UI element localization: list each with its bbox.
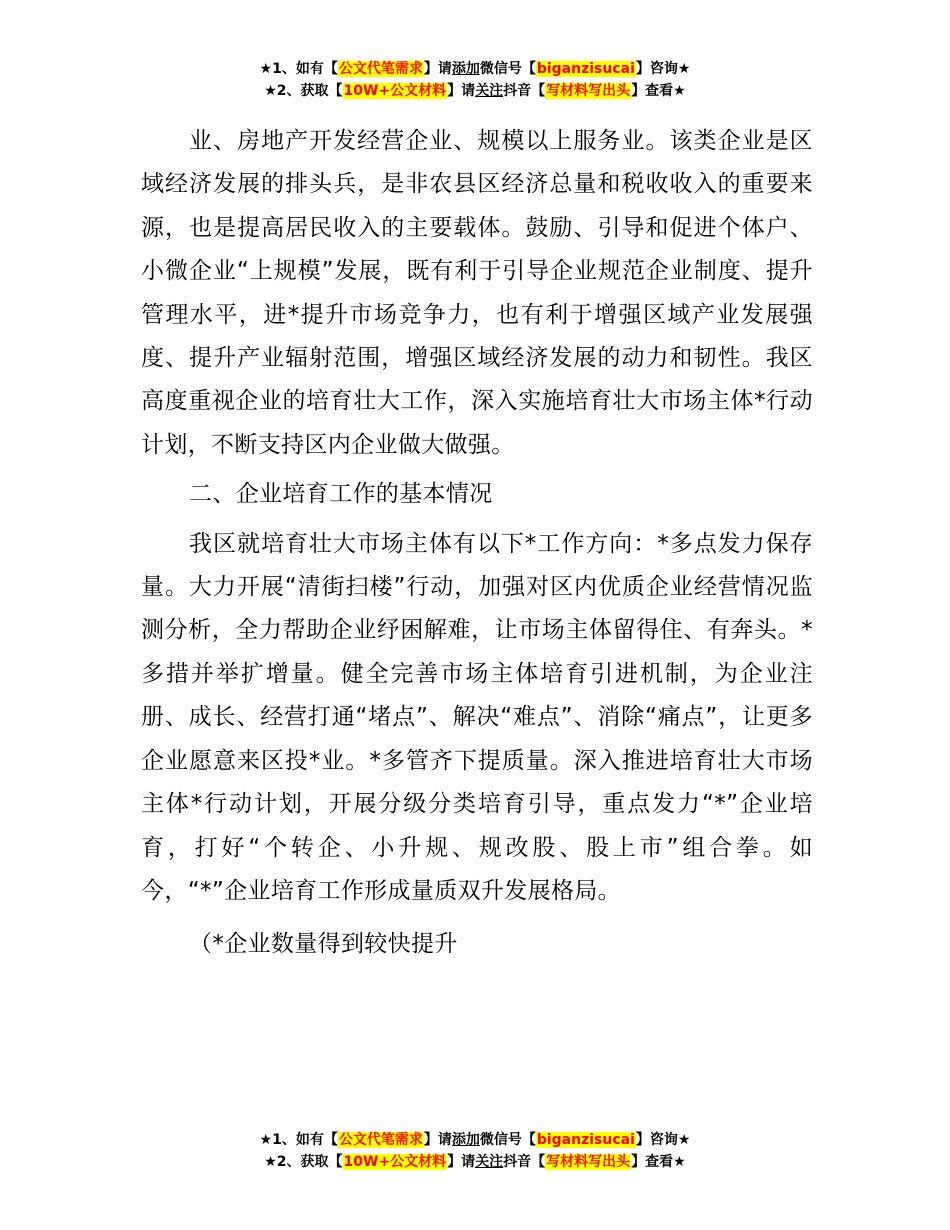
header-line-1-mid-2: 微信号【 bbox=[479, 61, 536, 77]
body-paragraph-1: 业、房地产开发经营企业、规模以上服务业。该类企业是区域经济发展的排头兵，是非农县区经济总量和税收收入的重要来源，也是提高居民收入的主要载体。鼓励、引导和促进个体户、小微企业“上规模”发展，既有利于引导企业规范企业制度、提升管理水平，进*提升市场竞争力，也有利于增强区域产业发展强度、提升产业辐射范围，增强区域经济发展的动力和韧性。我区高度重视企业的培育壮大工作，深入实施培育壮大市场主体*行动计划，不断支持区内企业做大做强。 bbox=[141, 128, 813, 458]
header-line-2-highlight-materials: 10W+公文材料 bbox=[343, 83, 447, 99]
footer-line-1 bbox=[0, 1129, 950, 1151]
subsection-heading: （*企业数量得到较快提升 bbox=[189, 931, 458, 958]
header-line-2-prefix: ★2、获取【 bbox=[264, 83, 343, 99]
header-banner bbox=[0, 58, 950, 102]
footer-line-1-emphasis: 添加 bbox=[451, 1132, 480, 1148]
footer-line-1-suffix: 】咨询★ bbox=[635, 1132, 691, 1148]
footer-line-1-prefix: ★1、如有【 bbox=[259, 1132, 338, 1148]
footer-line-2 bbox=[0, 1151, 950, 1173]
header-line-1-prefix: ★1、如有【 bbox=[259, 61, 338, 77]
header-line-2-highlight-douyin: 写材料写出头 bbox=[546, 83, 631, 99]
footer-banner bbox=[0, 1129, 950, 1173]
header-line-2-suffix: 】查看★ bbox=[631, 83, 686, 99]
header-line-2-mid-2: 抖音【 bbox=[503, 83, 546, 99]
section-heading-2: 二、企业培育工作的基本情况 bbox=[189, 481, 493, 508]
footer-line-2-suffix: 】查看★ bbox=[631, 1154, 686, 1170]
header-line-1 bbox=[0, 58, 950, 80]
header-line-2-emphasis: 关注 bbox=[475, 83, 504, 99]
footer-line-2-highlight-materials: 10W+公文材料 bbox=[343, 1154, 447, 1170]
body-paragraph-2: 我区就培育壮大市场主体有以下*工作方向：*多点发力保存量。大力开展“清街扫楼”行动，加强对区内优质企业经营情况监测分析，全力帮助企业纾困解难，让市场主体留得住、有奔头。*多措并举扩增量。健全完善市场主体培育引进机制，为企业注册、成长、经营打通“堵点”、解决“难点”、消除“痛点”，让更多企业愿意来区投*业。*多管齐下提质量。深入推进培育壮大市场主体*行动计划，开展分级分类培育引导，重点发力“*”企业培育，打好“个转企、小升规、规改股、股上市”组合拳。如今，“*”企业培育工作形成量质双升发展格局。 bbox=[141, 530, 813, 904]
header-line-2 bbox=[0, 80, 950, 102]
header-line-1-highlight-wechat: biganzisucai bbox=[536, 61, 635, 77]
header-line-1-emphasis: 添加 bbox=[451, 61, 480, 77]
header-line-1-mid: 】请 bbox=[423, 61, 452, 77]
footer-line-2-mid-2: 抖音【 bbox=[503, 1154, 546, 1170]
footer-line-2-emphasis: 关注 bbox=[475, 1154, 504, 1170]
header-line-1-highlight-service: 公文代笔需求 bbox=[338, 61, 423, 77]
footer-line-1-mid: 】请 bbox=[423, 1132, 452, 1148]
document-body bbox=[141, 120, 813, 967]
footer-line-2-mid: 】请 bbox=[447, 1154, 476, 1170]
footer-line-2-highlight-douyin: 写材料写出头 bbox=[546, 1154, 631, 1170]
header-line-1-suffix: 】咨询★ bbox=[635, 61, 691, 77]
footer-line-1-highlight-wechat: biganzisucai bbox=[536, 1132, 635, 1148]
footer-line-1-highlight-service: 公文代笔需求 bbox=[338, 1132, 423, 1148]
footer-line-2-prefix: ★2、获取【 bbox=[264, 1154, 343, 1170]
header-line-2-mid: 】请 bbox=[447, 83, 476, 99]
footer-line-1-mid-2: 微信号【 bbox=[479, 1132, 536, 1148]
